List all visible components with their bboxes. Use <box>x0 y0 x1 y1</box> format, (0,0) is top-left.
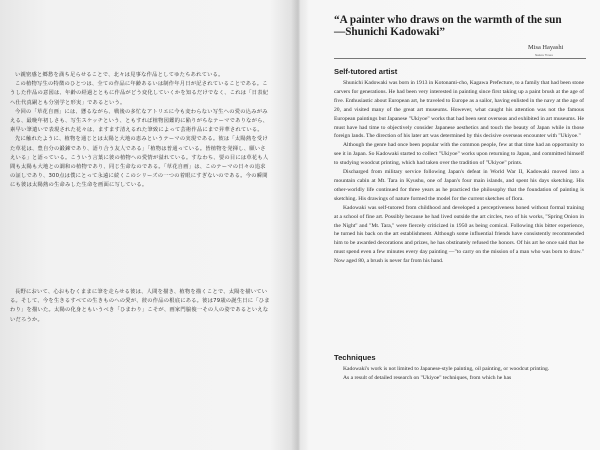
paragraph: Kadowaki's work is not limited to Japanese-style painting, oil painting, or woodcut printing. <box>343 366 550 372</box>
japanese-text-block-1 <box>10 71 270 191</box>
author-name: Misa Hayashi <box>528 44 564 51</box>
section-1-body <box>334 79 584 266</box>
article-title-line-1: “A painter who draws on the warmth of the sun <box>334 14 562 26</box>
japanese-paragraph: 先に触れたように、植物を通じとは太陽と大地の恵みというテーマの実現である。彼は「太陽熱を受けた草花は、豊自分の鍛錬であり、語り合う友人である」「植物は普通っている。皆植物を発揮し、願いさえいる」と語っている。こういう言葉に彼の植物への愛情が溢れている。すなわち、要の目には草花も人間も太陽も大地との調和の植物であり、同じ生命なのである。「草花自画」は、このテーマの日々の追求の証しであり、300点は僕にとって永遠に続くこのシリーズの一つの着眼にすぎないのである。今の瞬間にも彼は太陽熱の生命みした生命を画面に写している。 <box>10 136 269 189</box>
paragraph: Although the genre had once been popular with the common people, few at that time had an opportunity to see it in Japan. So Kadowaki started to collect "Ukiyoe" works upon returning to Japan, and committed himself to studying woodcut printing, which had taken over the tradition of "Ukiyoe" prints. <box>334 142 584 167</box>
article-title-line-2: —Shunichi Kadowaki” <box>334 26 445 38</box>
japanese-paragraph: この植物写生の特徴のひとつは、全ての作品に年齢あるいは制作年月日が記されていることである。こうした作品の意図は、年齢の経過とともに作品がどう変化していくかを知るだけでなく、これは「日表紀へ仕代真嗣とも分別学と形実」であるという。 <box>10 81 269 106</box>
paragraph: Discharged from military service following Japan's defeat in World War II, Kadowaki moved into a mountain cabin at Mt. Tara in Kyushu, one of Japan's four main islands, and spent his days sketching. His other-worldly life continued for three years as he practiced the philosophy that the foundation of painting is sketching. His drawings of nature formed the model for the current sketches of flora. <box>334 169 584 202</box>
left-page <box>0 0 292 450</box>
japanese-text-block-2 <box>10 288 270 325</box>
author-affiliation: Nature Times <box>535 53 553 57</box>
section-heading-self-tutored: Self-tutored artist <box>334 67 398 76</box>
japanese-paragraph: 長野において、心おもむくままに筆を走らせる彼は、人間を描き、植物を描くことで、太陽を描いている。そして、今を生きるすべての生きものへの愛が、彼の作品の根底にある。彼は79歳の誕生日に「ひまわり」を描いた。太陽の化身ともいうべき「ひまわり」こそが、画家門脇俊一その人の姿であるといえないだろうか。 <box>10 289 270 323</box>
section-2-body <box>334 365 584 383</box>
japanese-paragraph: い親密感と郷愁を満ち足らせることで、北々は見事な作品としてゆたちあれている。 <box>15 72 224 78</box>
paragraph: Shunichi Kadowaki was born in 1913 in Kotonami-cho, Kagawa Prefecture, to a family that had been stone carvers for generations. He had been very interested in painting since first taking up a paint brush at the age of five. Enthusiastic about European art, he traveled to Europe as a sailor, having enlisted in the navy at the age of 20, and visited many of the great art museums. However, what caught his attention was not the famous European paintings but Japanese "Ukiyoe" works that had been sent overseas and exhibited in art museums. He must have had time to objectively consider Japanese aesthetics and touch the beauty of Japan while in those foreign lands. The direction of his later art was determined by this decisive overseas encounter with "Ukiyoe." <box>334 80 584 140</box>
section-heading-techniques: Techniques <box>334 353 376 362</box>
right-page <box>322 0 590 450</box>
title-divider <box>334 58 586 59</box>
article-title <box>334 14 584 38</box>
paragraph: Kadowaki was self-tutored from childhood and developed a perceptiveness honed without formal training at a school of fine art. Possibly because he had lived outside the art circles, two of his works, "Spring Onion in the Night" and "Mt. Tara," were fiercely criticized in 1950 as being comical. Following this bitter experience, he turned his back on the art establishment. Although some influential friends have consistently recommended him to be awarded decorations and prizes, he has obstinately refused the honors. Of his art he once said that he must spend even a few minutes every day painting —"to carry on the mission of a man who was born to draw." Now aged 80, a brush is never far from his hand. <box>334 204 584 265</box>
paragraph: As a result of detailed research on "Ukiyoe" techniques, from which he has <box>343 374 512 381</box>
japanese-paragraph: 今回の「草花自画」には、懸るながら、戦後の多忙なアトリエに今も変わらない写生への愛の込みがみえる、最晩年初しさも、写生スケッチという、ともすれば植物図鑑的に陥りがちなテーマでありながら、素早い筆遣いで表現された花々は、ますます清えるれた筆致によって芸術作品にまで昇華されている。 <box>10 108 269 134</box>
book-gutter <box>291 0 307 450</box>
